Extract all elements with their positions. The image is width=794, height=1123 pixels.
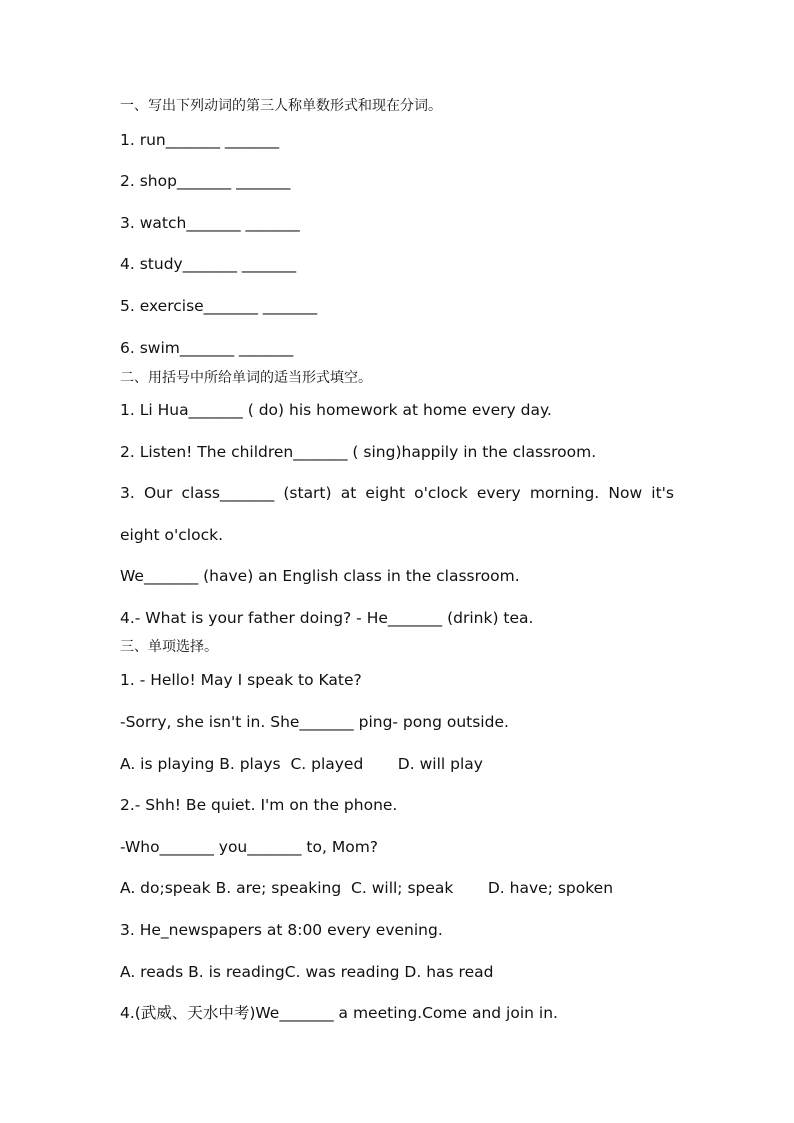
section2-item-1: 1. Li Hua_______ ( do) his homework at home every day. [120,401,552,419]
section3-q2-line2: -Who_______ you_______ to, Mom? [120,838,379,856]
section3-q2-options: A. do;speak B. are; speaking C. will; speak D. have; spoken [120,879,614,897]
section3-q1-options: A. is playing B. plays C. played D. will play [120,755,483,773]
section2-item-4: 4.- What is your father doing? - He_______ (drink) tea. [120,609,534,627]
section1-item-2: 2. shop_______ _______ [120,172,291,190]
section1-item-6: 6. swim_______ _______ [120,339,294,357]
section3-q2: 2.- Shh! Be quiet. I'm on the phone. [120,796,398,814]
section3-q4: 4.(武威、天水中考)We_______ a meeting.Come and join in. [120,1004,558,1022]
section2-item-3-cont: eight o'clock. [120,526,223,544]
section1-heading: 一、写出下列动词的第三人称单数形式和现在分词。 [120,98,442,114]
section3-q1: 1. - Hello! May I speak to Kate? [120,671,362,689]
section2-item-3: 3. Our class_______ (start) at eight o'clock every morning. Now it's [120,484,674,502]
section1-item-1: 1. run_______ _______ [120,131,280,149]
section3-q3-options: A. reads B. is readingC. was reading D. has read [120,963,494,981]
section3-q3: 3. He_newspapers at 8:00 every evening. [120,921,443,939]
section2-item-2: 2. Listen! The children_______ ( sing)happily in the classroom. [120,443,597,461]
section1-item-3: 3. watch_______ _______ [120,214,300,232]
section3-q1-line2: -Sorry, she isn't in. She_______ ping- pong outside. [120,713,509,731]
section1-item-5: 5. exercise_______ _______ [120,297,318,315]
section2-item-3b: We_______ (have) an English class in the classroom. [120,567,520,585]
section1-item-4: 4. study_______ _______ [120,255,297,273]
section2-heading: 二、用括号中所给单词的适当形式填空。 [120,370,372,386]
section3-heading: 三、单项选择。 [120,639,218,655]
